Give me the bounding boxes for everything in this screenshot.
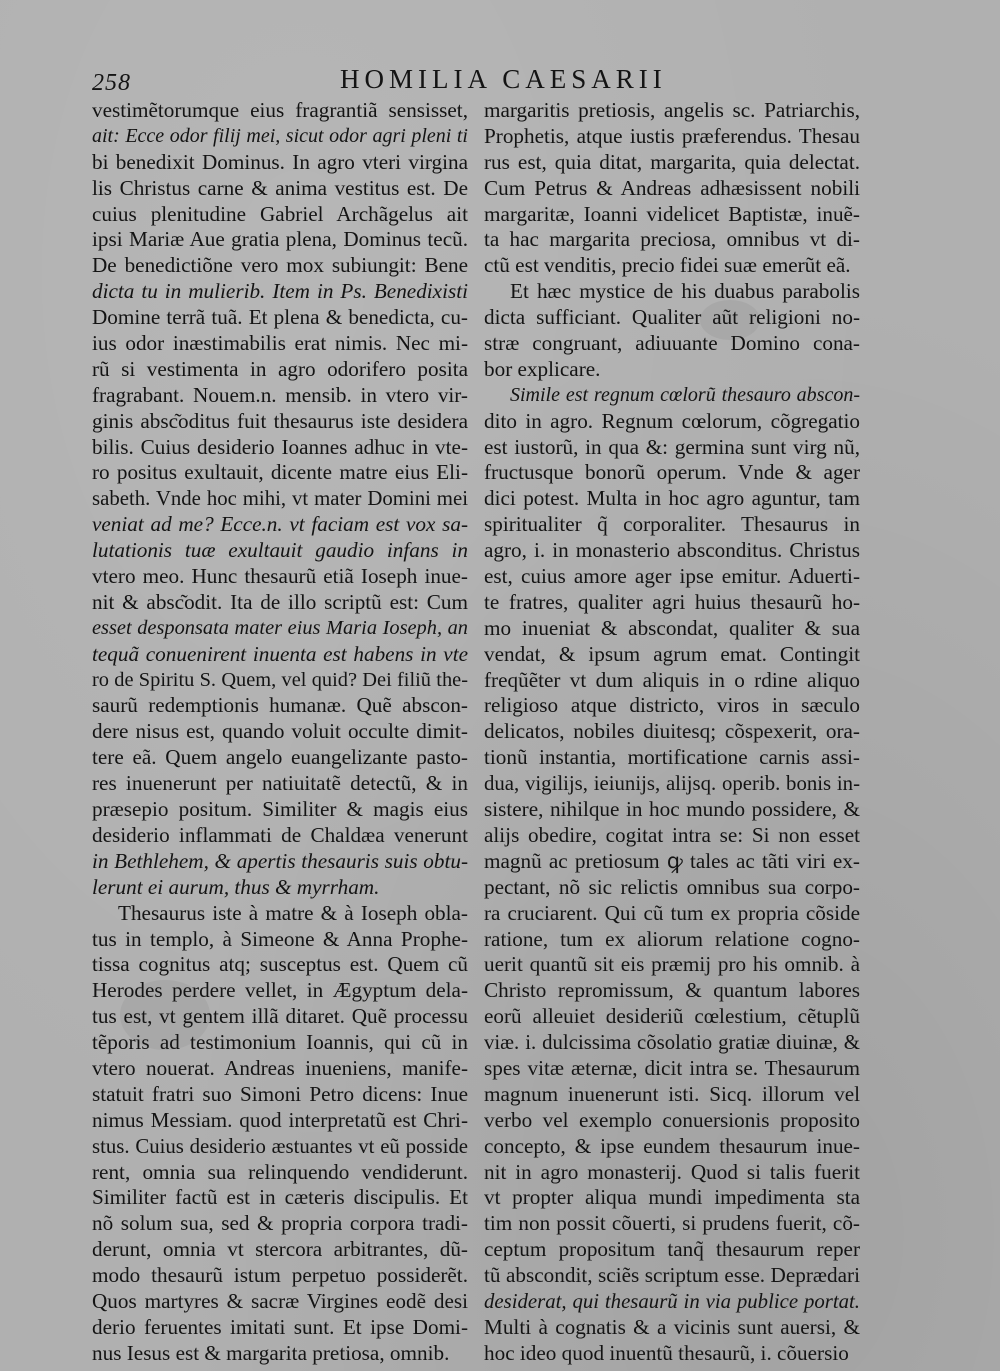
text-line: fragrabant. Nouem.n. mensib. in vtero vir- [92,382,468,407]
text-line: saurũ redemptionis humanæ. Quẽ abscon- [92,693,468,718]
text-line: est iustorũ, in qua &: germina sunt virg nũ, [484,434,860,459]
page-number: 258 [92,70,131,96]
text-line: ceptum propositum tanq̃ thesaurum reper [484,1237,860,1262]
text-line: agro, i. in monasterio absconditus. Christus [484,538,860,563]
text-line: nus Iesus est & margarita pretiosa, omnib. [92,1340,450,1365]
text-line: ro positus exultauit, dicente matre eius Eli- [92,460,468,485]
text-line: bi benedixit Dominus. In agro vteri virgina [92,149,468,174]
text-line: ratione, tum ex aliorum relatione cogno- [484,926,860,951]
text-line: Cum Petrus & Andreas adhæsissent nobili [484,175,860,200]
text-line: eorũ alleuiet desideriũ cœlestium, cẽtuplũ [484,1004,860,1029]
text-line: ipsi Mariæ Aue gratia plena, Dominus tecũ. [92,227,468,252]
text-line: uerit quantũ sit eis præmij pro his omnib. à [484,952,860,977]
text-line: ra cruciarent. Qui cũ tum ex propria cõside [484,900,860,925]
text-line: rus est, quia ditat, margarita, quia delectat. [484,149,860,174]
text-line: vendat, & ipsum agrum emat. Contingit [484,641,860,666]
text-line: tus in templo, à Simeone & Anna Prophe- [92,926,468,951]
text-line: tere eã. Quem angelo euangelizante pasto- [92,745,468,770]
text-line: dua, vigilijs, ieiunijs, alijsq. operib. bonis in- [484,772,860,796]
text-line: delicatos, nobiles diuitesq; cõspexerit, ora- [484,719,860,744]
text-line: Quos martyres & sacræ Virgines eodẽ desi [92,1288,468,1313]
text-line: in Bethlehem, & apertis thesauris suis obtu- [92,848,468,873]
text-line: Thesaurus iste à matre & à Ioseph obla- [118,900,468,925]
text-line: nit in agro monasterij. Quod si talis fuerit [484,1159,860,1184]
text-line: tũ abscondit, sciẽs scriptum esse. Deprædari [484,1263,860,1288]
text-line: Prophetis, atque iustis præferendus. Thesau [484,123,860,148]
text-line: dicta sufficiant. Qualiter aũt religioni no- [484,305,860,330]
text-line: Multi à cognatis & a vicinis sunt auersi, & [484,1314,860,1339]
text-line: desiderat, qui thesaurũ in via publice portat. [484,1289,860,1313]
text-line: esset desponsata mater eius Maria Ioseph, an [92,616,468,639]
text-line: præsepio positum. Similiter & magis eius [92,797,468,822]
text-line: lerunt ei aurum, thus & myrrham. [92,874,380,899]
text-line: statuit fratri suo Simoni Petro dicens: Inue [92,1081,468,1106]
text-line: derunt, omnia vt stercora arbitrantes, dũ- [92,1237,468,1262]
text-line: tequã conuenirent inuenta est habens in vte [92,641,468,666]
text-line: ro de Spiritu S. Quem, vel quid? Dei filiũ the- [92,668,468,691]
text-line: tim non possit cõuerti, si prudens fuerit, cõ- [484,1211,860,1236]
text-line: spiritualiter q̃ corporaliter. Thesaurus in [484,512,860,537]
text-line: bor explicare. [484,356,601,381]
text-line: te fratres, qualiter agri huius thesaurũ ho- [484,589,860,614]
text-line: vt propter aliqua mundi impedimenta sta [484,1185,860,1210]
text-line: lutationis tuæ exultauit gaudio infans in [92,538,468,563]
text-line: est, cuius amore ager ipse emitur. Aduerti- [484,564,860,589]
text-line: Herodes perdere vellet, in Ægyptum dela- [92,978,468,1003]
text-line: magnum inuenerunt isti. Sicq. illorum vel [484,1081,860,1106]
text-line: rũ si vestimenta in agro odorifero posita [92,356,468,381]
text-line: desiderio inflammati de Chaldæa venerunt [92,822,468,847]
text-line: dici potest. Multa in hoc agro aguntur, tam [484,486,860,511]
text-line: nit & absc͂odit. Ita de illo scriptũ est: Cum [92,589,468,614]
text-line: magnũ ac pretiosum ꝙ tales ac tãti viri ex- [484,848,860,873]
text-line: stræ congruant, adiuuante Domino cona- [484,331,860,356]
text-line: bilis. Cuius desiderio Ioannes adhuc in vte- [92,434,468,459]
left-text-column [92,98,468,1367]
text-line: Similiter factũ est in cæteris discipulis. Et [92,1185,468,1210]
text-line: Simile est regnum cœlorũ thesauro abscon- [510,383,860,406]
text-line: hoc ideo quod inuentũ thesaurũ, i. cõuersio [484,1340,849,1365]
right-text-column [484,98,860,1367]
text-line: tus est, vt gentem illã ditaret. Quẽ processu [92,1004,468,1029]
text-line: rent, omnia sua relinquendo vendiderunt. [92,1159,468,1184]
text-line: ta hac margarita preciosa, omnibus vt di- [484,227,860,252]
text-line: fructusque bonorũ operum. Vnde & ager [484,460,860,485]
text-line: mo inueniat & abscondat, qualiter & sua [484,615,860,640]
text-line: margaritis pretiosis, angelis sc. Patriarchis, [484,98,860,122]
text-line: veniat ad me? Ecce.n. vt faciam est vox sa- [92,512,468,537]
text-line: margaritæ, Ioanni videlicet Baptistæ, inuẽ- [484,201,860,226]
text-line: res inuenerunt per natiuitatẽ detectũ, & in [92,771,468,796]
text-line: Christo repromissum, & quantum labores [484,978,860,1003]
text-line: dito in agro. Regnum cœlorum, cõgregatio [484,408,860,433]
text-line: tissa cognitus atq; susceptus est. Quem cũ [92,952,468,977]
text-line: dicta tu in mulierib. Item in Ps. Benedixisti [92,279,468,304]
text-line: pectant, nõ sic relictis omnibus sua corpo- [484,874,860,899]
text-line: tẽporis ad testimonium Ioannis, qui cũ in [92,1030,468,1055]
running-title: HOMILIA CAESARII [340,64,667,94]
text-line: ctũ est venditis, precio fidei suæ emerũt eã. [484,253,851,278]
text-line: nõ solum sua, sed & propria corpora tradi- [92,1211,468,1236]
text-line: concepto, & ipse eundem thesaurum inue- [484,1133,860,1158]
text-line: vtero nouerat. Andreas inueniens, manife- [92,1055,468,1080]
text-line: ius odor inæstimabilis erat nimis. Nec mi- [92,331,468,356]
text-line: modo thesaurũ istum perpetuo possiderẽt. [92,1263,468,1288]
text-line: nimus Messiam. quod interpretatũ est Chri- [92,1107,468,1132]
text-line: verbo vel exemplo conuersionis proposito [484,1107,860,1132]
text-line: lis Christus carne & anima vestitus est. De [92,175,468,200]
text-line: vtero meo. Hunc thesaurũ etiã Ioseph inue- [92,564,468,589]
text-line: Domine terrã tuã. Et plena & benedicta, cu- [92,305,468,330]
text-line: De benedictiõne vero mox subiungit: Bene [92,253,468,278]
text-line: dere nisus est, quando voluit occulte dimit- [92,719,468,744]
text-line: freqũẽter vt dum aliquis in o rdine aliquo [484,667,860,692]
text-line: ginis absc͂oditus fuit thesaurus iste desidera [92,408,468,433]
text-line: alijs obedire, cogitat intra se: Si non esset [484,822,860,847]
text-line: stus. Cuius desiderio æstuantes vt eũ posside [92,1134,468,1158]
text-line: sabeth. Vnde hoc mihi, vt mater Domini mei [92,487,468,511]
text-line: derio feruentes imitati sunt. Et ipse Domi- [92,1314,468,1339]
text-line: ait: Ecce odor filij mei, sicut odor agri pleni ti [92,124,468,147]
text-line: tionũ instantia, mortificatione carnis assi- [484,745,860,770]
text-line: sistere, nihilque in hoc mundo possidere, & [484,797,860,822]
text-line: religioso atque districto, viros in sæculo [484,693,860,718]
text-line: Et hæc mystice de his duabus parabolis [510,279,860,304]
text-line: cuius plenitudine Gabriel Archãgelus ait [92,201,468,226]
running-head [92,60,862,102]
text-line: viæ. i. dulcissima cõsolatio gratiæ diuinæ, & [484,1031,860,1055]
text-line: spes vitæ æternæ, dicit intra se. Thesaurum [484,1055,860,1080]
text-line: vestimẽtorumque eius fragrantiã sensisset, [92,98,468,122]
